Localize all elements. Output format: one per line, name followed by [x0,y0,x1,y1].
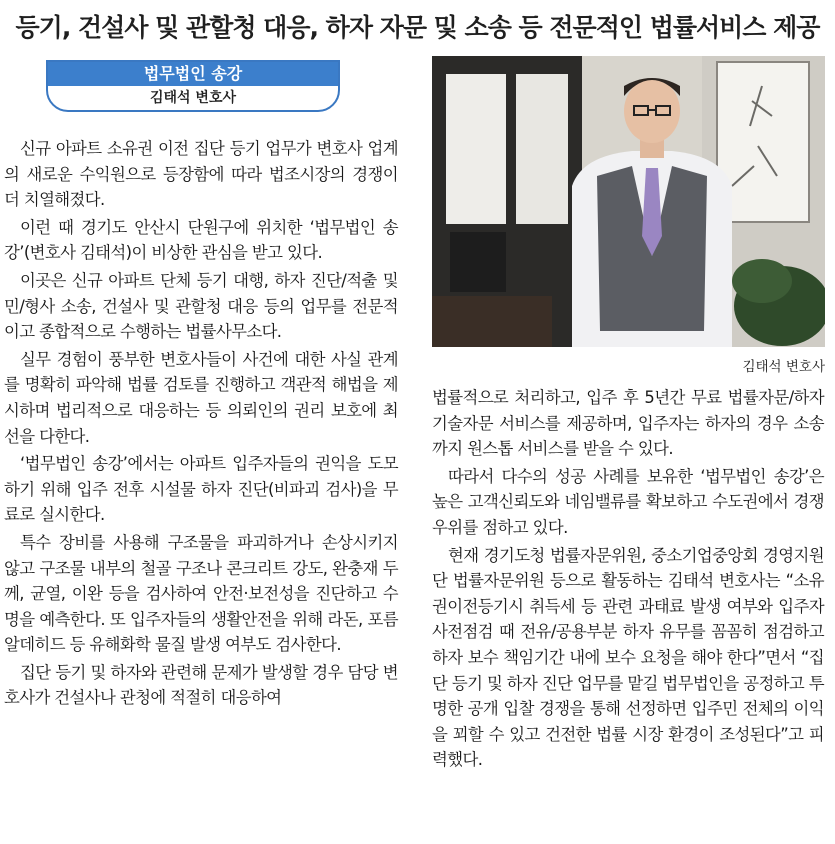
firm-name: 법무법인 송강 [48,62,338,86]
photo-caption: 김태석 변호사 [742,359,825,375]
firm-badge [46,60,340,112]
article-paragraph: 이곳은 신규 아파트 단체 등기 대행, 하자 진단/적출 및 민/형사 소송, 건설사 및 관할청 대응 등의 업무를 전문적이고 종합적으로 수행하는 법률사무소다. [4,270,398,342]
article-column-right [432,385,824,775]
lawyer-photo [432,56,825,347]
article-paragraph: 따라서 다수의 성공 사례를 보유한 ‘법무법인 송강’은 높은 고객신뢰도와 네임밸류를 확보하고 수도권에서 경쟁 우위를 점하고 있다. [432,466,824,537]
article-paragraph: 이런 때 경기도 안산시 단원구에 위치한 ‘법무법인 송강’(변호사 김태석)이 비상한 관심을 받고 있다. [4,217,398,263]
lawyer-name: 김태석 변호사 [149,90,237,106]
headline: 등기, 건설사 및 관할청 대응, 하자 자문 및 소송 등 전문적인 법률서비스 제공 [15,13,820,42]
article-paragraph: 현재 경기도청 법률자문위원, 중소기업중앙회 경영지원단 법률자문위원 등으로 활동하는 김태석 변호사는 “소유권이전등기시 취득세 등 관련 과태료 발생 여부와 입주자 사전점검 때 전유/공용부분 하자 유무를 꼼꼼히 점검하고 하자 보수 책임기간 내에 보수 요청을 해야 한다”면서 “집단 등기 및 하자 진단 업무를 맡길 법무법인을 공정하고 투명한 공개 입찰 경쟁을 통해 선정하면 입주민 전체의 이익을 꾀할 수 있고 건전한 법률 시장 환경이 조성된다”고 피력했다. [432,545,824,770]
article-paragraph: 실무 경험이 풍부한 변호사들이 사건에 대한 사실 관계를 명확히 파악해 법률 검토를 진행하고 객관적 해법을 제시하며 법리적으로 대응하는 등 의뢰인의 권리 보호에 최선을 다한다. [4,349,398,446]
article-paragraph: 집단 등기 및 하자와 관련해 문제가 발생할 경우 담당 변호사가 건설사나 관청에 적절히 대응하여 [4,662,398,708]
article-paragraph: 특수 장비를 사용해 구조물을 파괴하거나 손상시키지 않고 구조물 내부의 철골 구조나 콘크리트 강도, 완충재 두께, 균열, 이완 등을 검사하여 안전·보전성을 진단하고 수명을 예측한다. 또 입주자들의 생활안전을 위해 라돈, 포름알데히드 등 유해화학 물질 발생 여부도 검사한다. [4,532,398,655]
article-paragraph: 신규 아파트 소유권 이전 집단 등기 업무가 변호사 업계의 새로운 수익원으로 등장함에 따라 법조시장의 경쟁이 더 치열해졌다. [4,139,398,210]
article-column-left [4,136,398,713]
article-paragraph: ‘법무법인 송강’에서는 아파트 입주자들의 권익을 도모하기 위해 입주 전후 시설물 하자 진단(비파괴 검사)을 무료로 실시한다. [4,454,398,525]
article-paragraph: 법률적으로 처리하고, 입주 후 5년간 무료 법률자문/하자기술자문 서비스를 제공하며, 입주자는 하자의 경우 소송까지 원스톱 서비스를 받을 수 있다. [432,388,824,459]
